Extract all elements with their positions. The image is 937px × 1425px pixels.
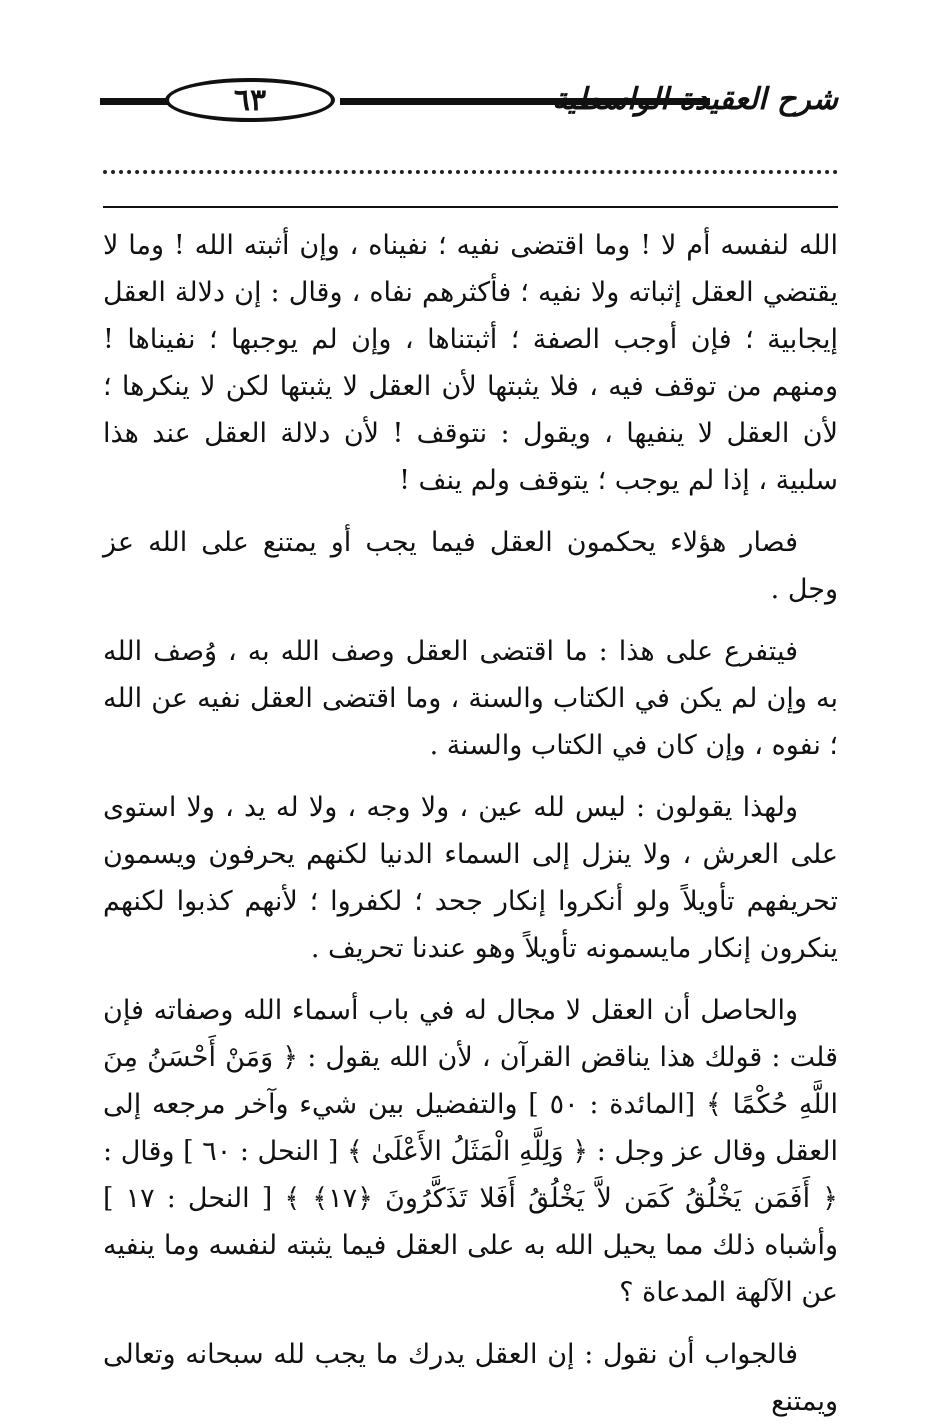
header-underline xyxy=(103,206,838,208)
page-body xyxy=(103,222,838,1425)
paragraph-3: فيتفرع على هذا : ما اقتضى العقل وصف الله به ، وُصف الله به وإن لم يكن في الكتاب والسنة ، وما اقتضى العقل نفيه عن الله ؛ نفوه ، وإن كان في الكتاب والسنة . xyxy=(103,636,838,761)
header-rule-left xyxy=(100,98,170,105)
book-title: شرح العقيدة الواسطية xyxy=(552,82,838,117)
paragraph-5: والحاصل أن العقل لا مجال له في باب أسماء الله وصفاته فإن قلت : قولك هذا يناقض القرآن ، لأن الله يقول : ﴿ وَمَنْ أَحْسَنُ مِنَ اللَّهِ حُكْمًا ﴾ [المائدة : ٥٠ ] والتفضيل بين شيء وآخر مرجعه إلى العقل وقال عز وجل : ﴿ وَلِلَّهِ الْمَثَلُ الأَعْلَىٰ ﴾ [ النحل : ٦٠ ] وقال : ﴿ أَفَمَن يَخْلُقُ كَمَن لاَّ يَخْلُقُ أَفَلا تَذَكَّرُونَ ﴿١٧﴾ ﴾ [ النحل : ١٧ ] وأشباه ذلك مما يحيل الله به على العقل فيما يثبته لنفسه وما ينفيه عن الآلهة المدعاة ؟ xyxy=(103,995,839,1308)
dotted-separator xyxy=(103,160,838,174)
paragraph-2: فصار هؤلاء يحكمون العقل فيما يجب أو يمتنع على الله عز وجل . xyxy=(103,527,838,605)
page-number: ٦٣ xyxy=(165,78,335,122)
paragraph-6: فالجواب أن نقول : إن العقل يدرك ما يجب لله سبحانه وتعالى ويمتنع xyxy=(103,1339,838,1417)
paragraph-1: الله لنفسه أم لا ! وما اقتضى نفيه ؛ نفيناه ، وإن أثبته الله ! وما لا يقتضي العقل إثباته ولا نفيه ؛ فأكثرهم نفاه ، وقال : إن دلالة العقل إيجابية ؛ فإن أوجب الصفة ؛ أثبتناها ، وإن لم يوجبها ؛ نفيناها ! ومنهم من توقف فيه ، فلا يثبتها لأن العقل لا يثبتها لكن لا ينكرها ؛ لأن العقل لا ينفيها ، ويقول : نتوقف ! لأن دلالة العقل عند هذا سلبية ، إذا لم يوجب ؛ يتوقف ولم ينف ! xyxy=(103,230,838,496)
page-header xyxy=(100,70,838,130)
paragraph-4: ولهذا يقولون : ليس لله عين ، ولا وجه ، ولا له يد ، ولا استوى على العرش ، ولا ينزل إلى السماء الدنيا لكنهم يحرفون ويسمون تحريفهم تأويلاً ولو أنكروا إنكار جحد ؛ لكفروا ؛ لأنهم كذبوا لكنهم ينكرون إنكار مايسمونه تأويلاً وهو عندنا تحريف . xyxy=(103,792,838,964)
